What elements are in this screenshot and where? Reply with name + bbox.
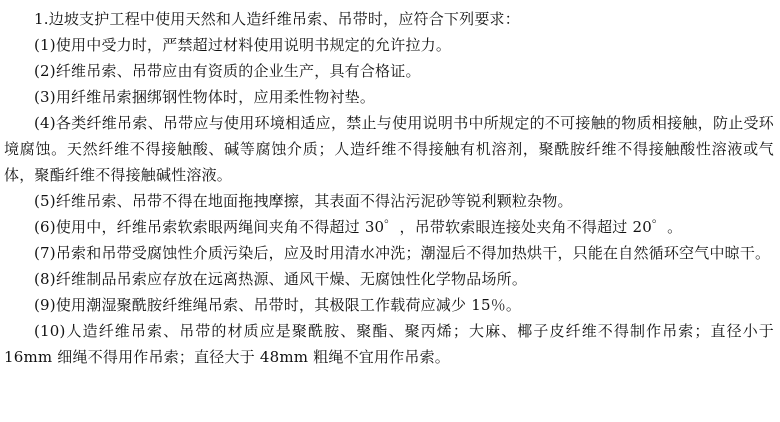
rule-item-1: (1)使用中受力时，严禁超过材料使用说明书规定的允许拉力。	[34, 36, 452, 54]
rule-item-3: (3)用纤维吊索捆绑钢性物体时，应用柔性物衬垫。	[34, 88, 376, 106]
rule-item-6: (6)使用中，纤维吊索软索眼两绳间夹角不得超过 30゜，吊带软索眼连接处夹角不得超过 20゜。	[34, 218, 683, 236]
rule-item-10: (10)人造纤维吊索、吊带的材质应是聚酰胺、聚酯、聚丙烯；大麻、椰子皮纤维不得制作吊索；直径小于 16mm 细绳不得用作吊索；直径大于 48mm 粗绳不宜用作吊索。	[4, 322, 774, 366]
rule-item-7: (7)吊索和吊带受腐蚀性介质污染后，应及时用清水冲洗；潮湿后不得加热烘干，只能在自然循环空气中晾干。	[34, 244, 771, 262]
section-heading: 1.边坡支护工程中使用天然和人造纤维吊索、吊带时，应符合下列要求：	[34, 10, 520, 28]
document-body	[0, 6, 780, 370]
rule-item-5: (5)纤维吊索、吊带不得在地面拖拽摩擦，其表面不得沾污泥砂等锐利颗粒杂物。	[34, 192, 573, 210]
rule-item-2: (2)纤维吊索、吊带应由有资质的企业生产，具有合格证。	[34, 62, 421, 80]
rule-item-8: (8)纤维制品吊索应存放在远离热源、通风干燥、无腐蚀性化学物品场所。	[34, 270, 528, 288]
rule-item-9: (9)使用潮湿聚酰胺纤维绳吊索、吊带时，其极限工作载荷应减少 15％。	[34, 296, 522, 314]
rule-item-4: (4)各类纤维吊索、吊带应与使用环境相适应，禁止与使用说明书中所规定的不可接触的物质相接触，防止受环境腐蚀。天然纤维不得接触酸、碱等腐蚀介质；人造纤维不得接触有机溶剂，聚酰胺纤维不得接触酸性溶液或气体，聚酯纤维不得接触碱性溶液。	[4, 114, 774, 184]
